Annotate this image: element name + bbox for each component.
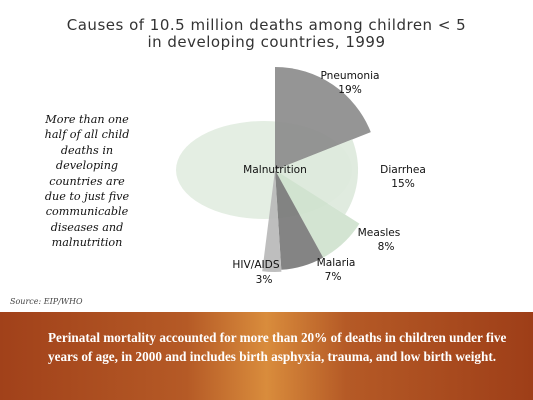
- chart-title-line-1: Causes of 10.5 million deaths among children < 5: [66, 16, 467, 34]
- side-note-line: deaths in: [60, 143, 114, 157]
- label-diarrhea: Diarrhea: [380, 164, 426, 176]
- value-label-pneumonia: 19%: [338, 84, 362, 96]
- value-label-malaria: 7%: [324, 271, 342, 283]
- label-malaria: Malaria: [316, 257, 356, 269]
- footer-banner: [0, 312, 533, 400]
- side-note-line: malnutrition: [51, 236, 123, 250]
- side-note-line: More than one: [45, 113, 129, 126]
- label-measles: Measles: [357, 227, 401, 239]
- source-note: Source: EIP/WHO: [10, 297, 83, 306]
- label-pneumonia: Pneumonia: [320, 70, 380, 82]
- side-note-line: due to just five: [44, 190, 130, 204]
- label-hiv-aids: HIV/AIDS: [232, 259, 280, 271]
- side-note-line: developing: [55, 159, 119, 173]
- value-label-hiv-aids: 3%: [255, 274, 273, 286]
- value-label-measles: 8%: [377, 241, 395, 253]
- label-malnutrition: Malnutrition: [243, 164, 307, 176]
- chart-title-line-2: in developing countries, 1999: [147, 33, 386, 51]
- side-note-line: diseases and: [50, 220, 124, 234]
- side-note-line: countries are: [49, 174, 125, 188]
- side-note-line: communicable: [45, 205, 129, 219]
- value-label-diarrhea: 15%: [391, 178, 415, 190]
- side-note-line: half of all child: [44, 128, 130, 142]
- footer-text: Perinatal mortality accounted for more than 20% of deaths in children under five years of age, in 2000 and includes birth asphyxia, trauma, and low birth weight.: [48, 330, 507, 364]
